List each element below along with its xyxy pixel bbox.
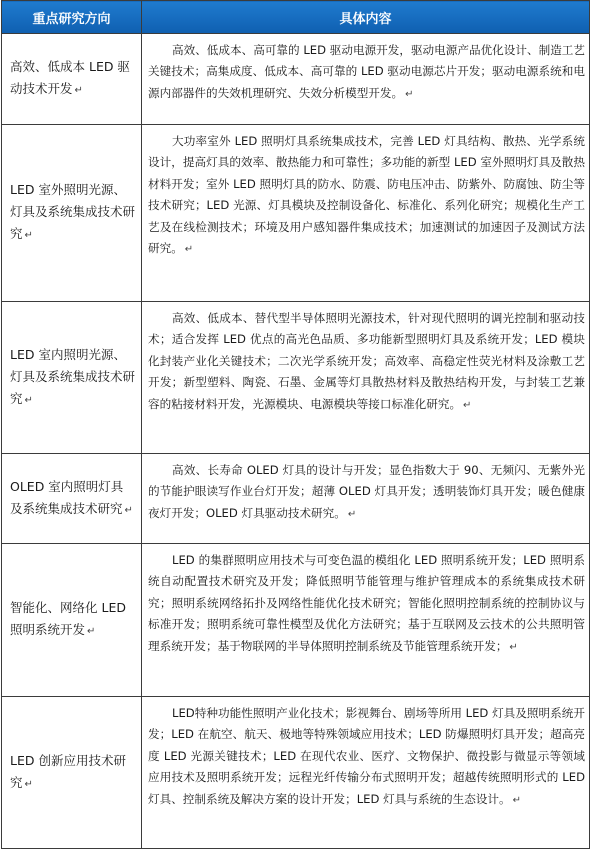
paragraph-mark-icon: ↵ (24, 394, 33, 406)
paragraph-mark-icon: ↵ (24, 778, 33, 790)
paragraph-mark-icon: ↵ (405, 88, 414, 100)
paragraph-mark-icon: ↵ (87, 626, 96, 637)
header-content: 具体内容 (142, 1, 590, 34)
table-row (2, 544, 590, 697)
paragraph-mark-icon: ↵ (347, 508, 357, 520)
table-row (2, 125, 590, 302)
paragraph-mark-icon: ↵ (124, 504, 133, 516)
paragraph-mark-icon: ↵ (24, 230, 33, 241)
content-cell: 大功率室外 LED 照明灯具系统集成技术，完善 LED 灯具结构、散热、光学系统设计，提高灯具的效率、散热能力和可靠性；多功能的新型 LED 室外照明灯具及散热材料开发；室外 LED 照明灯具的防水、防震、防电压冲击、防紫外、防腐蚀、防尘等技术研究；LED 光源、灯具模块及控制设备化、标准化、系列化研究；规模化生产工艺及在线检测技术；环境及用户感知器件集成技术；加速测试的加速因子及测试方法研究。 ↵ (142, 125, 590, 302)
paragraph-mark-icon: ↵ (74, 85, 83, 96)
direction-cell: OLED 室内照明灯具及系统集成技术研究 ↵ (2, 454, 142, 544)
table-row (2, 697, 590, 849)
paragraph-mark-icon: ↵ (463, 399, 472, 411)
content-cell: LED 的集群照明应用技术与可变色温的模组化 LED 照明系统开发；LED 照明系统自动配置技术研究及开发；降低照明节能管理与维护管理成本的系统集成技术研究；照明系统网络拓扑及网络性能优化技术研究；智能化照明控制系统的控制协议与标准开发；照明系统可靠性模型及优化方法研究；基于互联网及云技术的公共照明管理系统开发；基于物联网的半导体照明控制系统及节能管理系统开发； ↵ (142, 544, 590, 697)
paragraph-mark-icon: ↵ (509, 641, 518, 653)
direction-cell: 高效、低成本 LED 驱动技术开发 ↵ (2, 34, 142, 125)
header-direction: 重点研究方向 (2, 1, 142, 34)
direction-cell: 智能化、网络化 LED 照明系统开发 ↵ (2, 544, 142, 697)
table-row (2, 454, 590, 544)
direction-cell: LED 室外照明光源、灯具及系统集成技术研究 ↵ (2, 125, 142, 302)
paragraph-mark-icon: ↵ (184, 244, 194, 256)
table-row (2, 302, 590, 454)
table-row (2, 34, 590, 125)
content-cell: 高效、低成本、高可靠的 LED 驱动电源开发，驱动电源产品优化设计、制造工艺关键技术；高集成度、低成本、高可靠的 LED 驱动电源芯片开发；驱动电源系统和电源内部器件的失效机理研究、失效分析模型开发。 ↵ (142, 34, 590, 125)
content-cell: LED特种功能性照明产业化技术；影视舞台、剧场等所用 LED 灯具及照明系统开发；LED 在航空、航天、极地等特殊领域应用技术；LED 防爆照明灯具开发；超高亮度 LED 光源关键技术；LED 在现代农业、医疗、文物保护、微投影与微显示等领域应用技术及照明系统开发；远程光纤传输分布式照明开发；超越传统照明形式的 LED 灯具、控制系统及解决方案的设计开发；LED 灯具与系统的生态设计。 ↵ (142, 697, 590, 849)
content-cell: 高效、低成本、替代型半导体照明光源技术，针对现代照明的调光控制和驱动技术；适合发挥 LED 优点的高光色品质、多功能新型照明灯具及系统开发；LED 模块化封装产业化关键技术；二次光学系统开发；高效率、高稳定性荧光材料及涂敷工艺开发；新型塑料、陶瓷、石墨、金属等灯具散热材料及散热结构开发，与封装工艺兼容的粘接材料开发，光源模块、电源模块等接口标准化研究。 ↵ (142, 302, 590, 454)
direction-cell: LED 创新应用技术研究 ↵ (2, 697, 142, 849)
content-cell: 高效、长寿命 OLED 灯具的设计与开发；显色指数大于 90、无频闪、无紫外光的节能护眼读写作业台灯开发；超薄 OLED 灯具开发；透明装饰灯具开发；暖色健康夜灯开发；OLED 灯具驱动技术研究。 ↵ (142, 454, 590, 544)
paragraph-mark-icon: ↵ (512, 794, 522, 806)
research-table (1, 0, 590, 849)
table-header-row (2, 1, 590, 34)
direction-cell: LED 室内照明光源、灯具及系统集成技术研究 ↵ (2, 302, 142, 454)
